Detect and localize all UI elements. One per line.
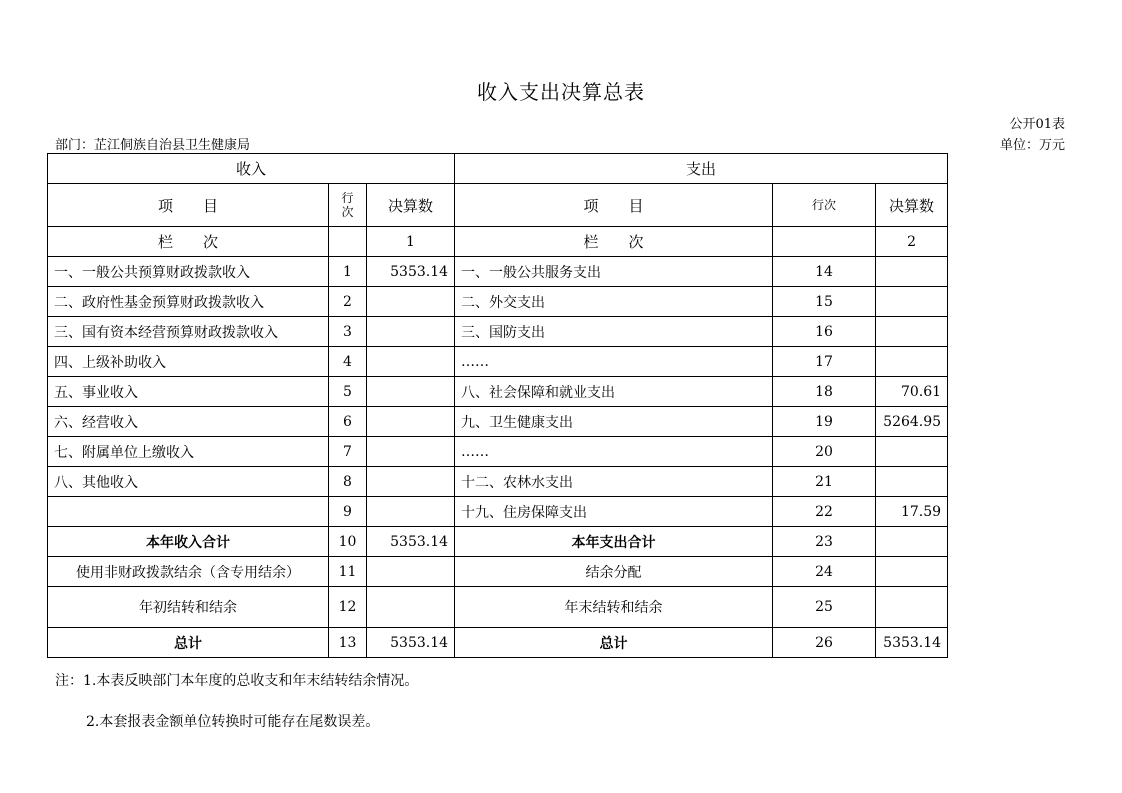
income-amount: 5353.14 [367, 257, 455, 287]
table-row [48, 437, 948, 467]
income-amount [367, 377, 455, 407]
line-no: 5 [329, 377, 367, 407]
line-no: 16 [773, 317, 876, 347]
carry-over-row [48, 587, 948, 628]
income-item: 七、附属单位上缴收入 [48, 437, 329, 467]
expense-item: 十九、住房保障支出 [455, 497, 773, 527]
expense-item: 八、社会保障和就业支出 [455, 377, 773, 407]
expense-column-index: 2 [876, 227, 948, 257]
income-expense-table [47, 153, 948, 658]
expense-item: 三、国防支出 [455, 317, 773, 347]
income-line-header [329, 184, 367, 227]
table-row [48, 287, 948, 317]
expense-amount: 70.61 [876, 377, 948, 407]
expense-amount [876, 467, 948, 497]
grand-total-row [48, 628, 948, 658]
report-title: 收入支出决算总表 [477, 80, 645, 104]
income-amount [367, 467, 455, 497]
line-no: 13 [329, 628, 367, 658]
income-item: 一、一般公共预算财政拨款收入 [48, 257, 329, 287]
expense-amount [876, 317, 948, 347]
section-header-row [48, 154, 948, 184]
table-row [48, 257, 948, 287]
grand-income-label: 总计 [48, 628, 329, 658]
table-row [48, 407, 948, 437]
table-row [48, 347, 948, 377]
expense-amount [876, 257, 948, 287]
line-no: 17 [773, 347, 876, 377]
line-no: 26 [773, 628, 876, 658]
year-income-total-amount: 5353.14 [367, 527, 455, 557]
empty-cell [773, 227, 876, 257]
line-no: 9 [329, 497, 367, 527]
income-item: 八、其他收入 [48, 467, 329, 497]
line-no: 2 [329, 287, 367, 317]
income-item: 三、国有资本经营预算财政拨款收入 [48, 317, 329, 347]
expense-amount [876, 347, 948, 377]
income-item: 六、经营收入 [48, 407, 329, 437]
expense-amount: 5264.95 [876, 407, 948, 437]
income-item-header: 项 目 [48, 184, 329, 227]
expense-item: 一、一般公共服务支出 [455, 257, 773, 287]
year-income-total-label: 本年收入合计 [48, 527, 329, 557]
table-row [48, 377, 948, 407]
line-no: 4 [329, 347, 367, 377]
line-no: 8 [329, 467, 367, 497]
income-amount [367, 437, 455, 467]
income-section-header: 收入 [48, 154, 455, 184]
non-fiscal-label: 使用非财政拨款结余（含专用结余） [48, 557, 329, 587]
table-row [48, 467, 948, 497]
non-fiscal-amount [367, 557, 455, 587]
income-amount [367, 497, 455, 527]
begin-carry-label: 年初结转和结余 [48, 587, 329, 628]
column-index-row [48, 227, 948, 257]
expense-amount-header: 决算数 [876, 184, 948, 227]
line-no: 10 [329, 527, 367, 557]
line-no: 3 [329, 317, 367, 347]
grand-expense-amount: 5353.14 [876, 628, 948, 658]
line-no: 22 [773, 497, 876, 527]
income-column-index: 1 [367, 227, 455, 257]
year-total-row [48, 527, 948, 557]
expense-section-header: 支出 [455, 154, 948, 184]
income-amount [367, 317, 455, 347]
surplus-distribution-amount [876, 557, 948, 587]
grand-income-amount: 5353.14 [367, 628, 455, 658]
expense-item: 十二、农林水支出 [455, 467, 773, 497]
department-label: 部门：芷江侗族自治县卫生健康局 [55, 138, 251, 153]
expense-item: 二、外交支出 [455, 287, 773, 317]
line-no: 20 [773, 437, 876, 467]
end-carry-amount [876, 587, 948, 628]
line-no: 11 [329, 557, 367, 587]
expense-amount: 17.59 [876, 497, 948, 527]
column-header-row [48, 184, 948, 227]
end-carry-label: 年末结转和结余 [455, 587, 773, 628]
line-no: 19 [773, 407, 876, 437]
line-no: 1 [329, 257, 367, 287]
year-expense-total-amount [876, 527, 948, 557]
income-column-label: 栏 次 [48, 227, 329, 257]
table-row [48, 497, 948, 527]
income-item [48, 497, 329, 527]
empty-cell [329, 227, 367, 257]
note-1: 注：1.本表反映部门本年度的总收支和年末结转结余情况。 [55, 673, 419, 689]
grand-expense-label: 总计 [455, 628, 773, 658]
expense-item: …… [455, 437, 773, 467]
line-no: 21 [773, 467, 876, 497]
income-amount-header: 决算数 [367, 184, 455, 227]
income-amount [367, 347, 455, 377]
detail-rows [48, 257, 948, 527]
income-item: 四、上级补助收入 [48, 347, 329, 377]
line-no: 12 [329, 587, 367, 628]
expense-column-label: 栏 次 [455, 227, 773, 257]
expense-item: 九、卫生健康支出 [455, 407, 773, 437]
income-item: 五、事业收入 [48, 377, 329, 407]
expense-amount [876, 287, 948, 317]
income-amount [367, 407, 455, 437]
expense-line-header: 行次 [773, 184, 876, 227]
expense-item-header: 项 目 [455, 184, 773, 227]
line-no: 25 [773, 587, 876, 628]
year-expense-total-label: 本年支出合计 [455, 527, 773, 557]
line-no: 6 [329, 407, 367, 437]
line-no: 24 [773, 557, 876, 587]
line-no: 7 [329, 437, 367, 467]
form-number: 公开01表 [1009, 117, 1065, 132]
income-amount [367, 287, 455, 317]
income-item: 二、政府性基金预算财政拨款收入 [48, 287, 329, 317]
surplus-distribution-label: 结余分配 [455, 557, 773, 587]
expense-item: …… [455, 347, 773, 377]
line-no: 15 [773, 287, 876, 317]
expense-amount [876, 437, 948, 467]
line-no: 14 [773, 257, 876, 287]
line-no: 18 [773, 377, 876, 407]
line-no-text: 行次 [341, 191, 354, 219]
note-2: 2.本套报表金额单位转换时可能存在尾数误差。 [86, 714, 380, 730]
unit-label: 单位：万元 [999, 138, 1065, 153]
begin-carry-amount [367, 587, 455, 628]
line-no: 23 [773, 527, 876, 557]
table-row [48, 317, 948, 347]
non-fiscal-row [48, 557, 948, 587]
